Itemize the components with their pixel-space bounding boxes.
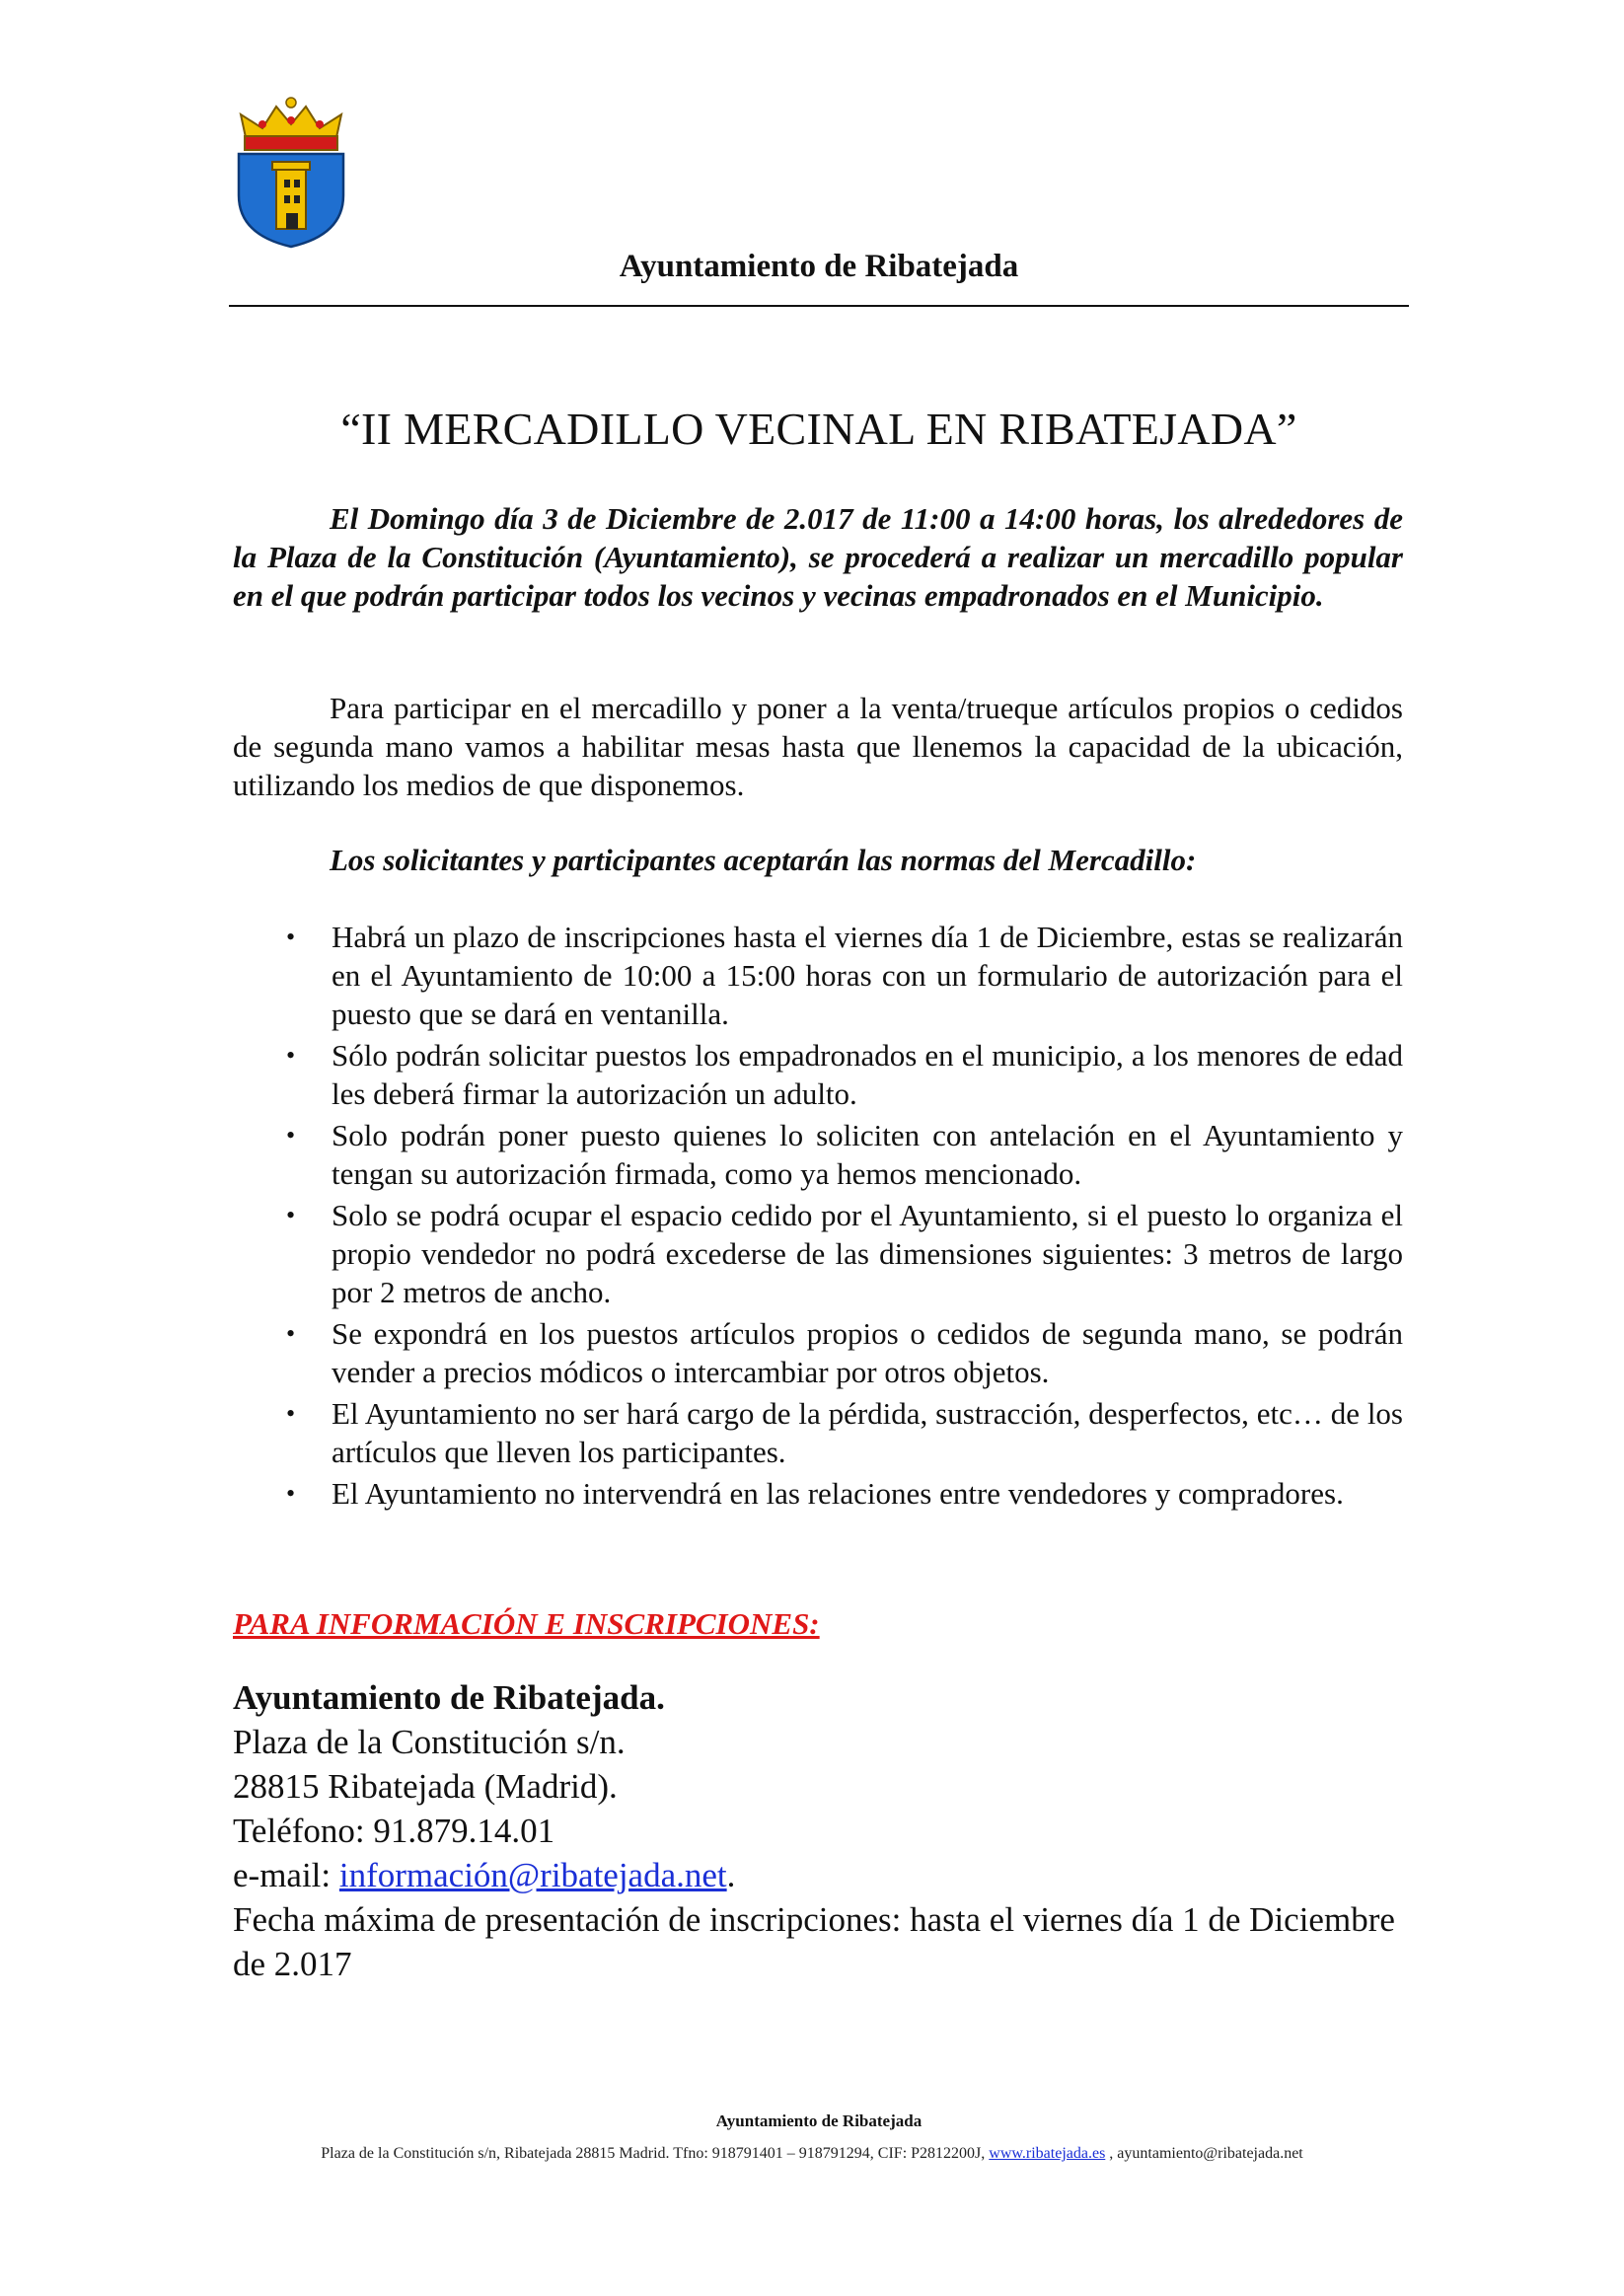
list-item	[233, 1036, 1403, 1113]
bullet-icon: •	[286, 923, 296, 951]
participation-paragraph: Para participar en el mercadillo y poner a la venta/trueque artículos propios o cedidos de segunda mano vamos a habilitar mesas hasta que llenemos la capacidad de la ubicación, utilizando los medios de que disponemos.	[233, 691, 1403, 802]
contact-org-name: Ayuntamiento de Ribatejada.	[233, 1678, 665, 1717]
list-item	[233, 1394, 1403, 1471]
organization-header: Ayuntamiento de Ribatejada	[619, 249, 1019, 284]
header-divider	[229, 305, 1409, 307]
bullet-icon: •	[286, 1319, 296, 1348]
footer-email: , ayuntamiento@ribatejada.net	[1105, 2145, 1303, 2162]
rule-text: Solo podrán poner puesto quienes lo soliciten con antelación en el Ayuntamiento y tengan su autorización firmada, como ya hemos mencionado.	[332, 1118, 1403, 1191]
list-item	[233, 1474, 1403, 1513]
email-trailing: .	[726, 1856, 736, 1894]
list-item	[233, 1314, 1403, 1391]
contact-address: Plaza de la Constitución s/n.	[233, 1723, 626, 1761]
rule-text: El Ayuntamiento no intervendrá en las relaciones entre vendedores y compradores.	[332, 1476, 1344, 1511]
rule-text: Sólo podrán solicitar puestos los empadronados en el municipio, a los menores de edad les deberá firmar la autorización un adulto.	[332, 1038, 1403, 1111]
footer-contact-line	[148, 2145, 1476, 2163]
rule-text: El Ayuntamiento no ser hará cargo de la pérdida, sustracción, desperfectos, etc… de los artículos que lleven los participantes.	[332, 1396, 1403, 1469]
document-title: “II MERCADILLO VECINAL EN RIBATEJADA”	[340, 404, 1297, 454]
contact-phone: Teléfono: 91.879.14.01	[233, 1812, 555, 1850]
contact-city: 28815 Ribatejada (Madrid).	[233, 1767, 618, 1806]
footer-website-link[interactable]: www.ribatejada.es	[989, 2145, 1106, 2162]
footer-address: Plaza de la Constitución s/n, Ribatejada 28815 Madrid. Tfno: 918791401 – 918791294, CIF: P2812200J,	[321, 2145, 990, 2162]
bullet-icon: •	[286, 1479, 296, 1508]
email-link[interactable]: información@ribatejada.net	[338, 1856, 727, 1894]
bullet-icon: •	[286, 1201, 296, 1229]
bullet-icon: •	[286, 1121, 296, 1149]
email-label: e-mail:	[233, 1856, 339, 1894]
footer-organization: Ayuntamiento de Ribatejada	[715, 2111, 923, 2130]
municipal-coat-of-arms-icon	[233, 97, 349, 251]
norms-heading: Los solicitantes y participantes aceptarán las normas del Mercadillo:	[330, 843, 1197, 877]
bullet-icon: •	[286, 1399, 296, 1428]
bullet-icon: •	[286, 1041, 296, 1070]
contact-email-line	[233, 1853, 1417, 1897]
rule-text: Habrá un plazo de inscripciones hasta el viernes día 1 de Diciembre, estas se realizarán en el Ayuntamiento de 10:00 a 15:00 horas con un formulario de autorización para el puesto que se dará en ventanilla.	[332, 920, 1403, 1031]
list-item	[233, 918, 1403, 1033]
list-item	[233, 1116, 1403, 1193]
contact-deadline: Fecha máxima de presentación de inscripciones: hasta el viernes día 1 de Diciembre de 2.017	[233, 1900, 1395, 1983]
contact-block	[233, 1675, 1417, 1986]
intro-paragraph: El Domingo día 3 de Diciembre de 2.017 de 11:00 a 14:00 horas, los alrededores de la Plaza de la Constitución (Ayuntamiento), se procederá a realizar un mercadillo popular en el que podrán participar todos los vecinos y vecinas empadronados en el Municipio.	[233, 501, 1403, 613]
info-heading: PARA INFORMACIÓN E INSCRIPCIONES:	[233, 1606, 820, 1641]
rules-list	[233, 918, 1403, 1516]
rule-text: Se expondrá en los puestos artículos propios o cedidos de segunda mano, se podrán vender a precios módicos o intercambiar por otros objetos.	[332, 1316, 1403, 1389]
rule-text: Solo se podrá ocupar el espacio cedido por el Ayuntamiento, si el puesto lo organiza el propio vendedor no podrá excederse de las dimensiones siguientes: 3 metros de largo por 2 metros de ancho.	[332, 1198, 1403, 1309]
list-item	[233, 1196, 1403, 1311]
